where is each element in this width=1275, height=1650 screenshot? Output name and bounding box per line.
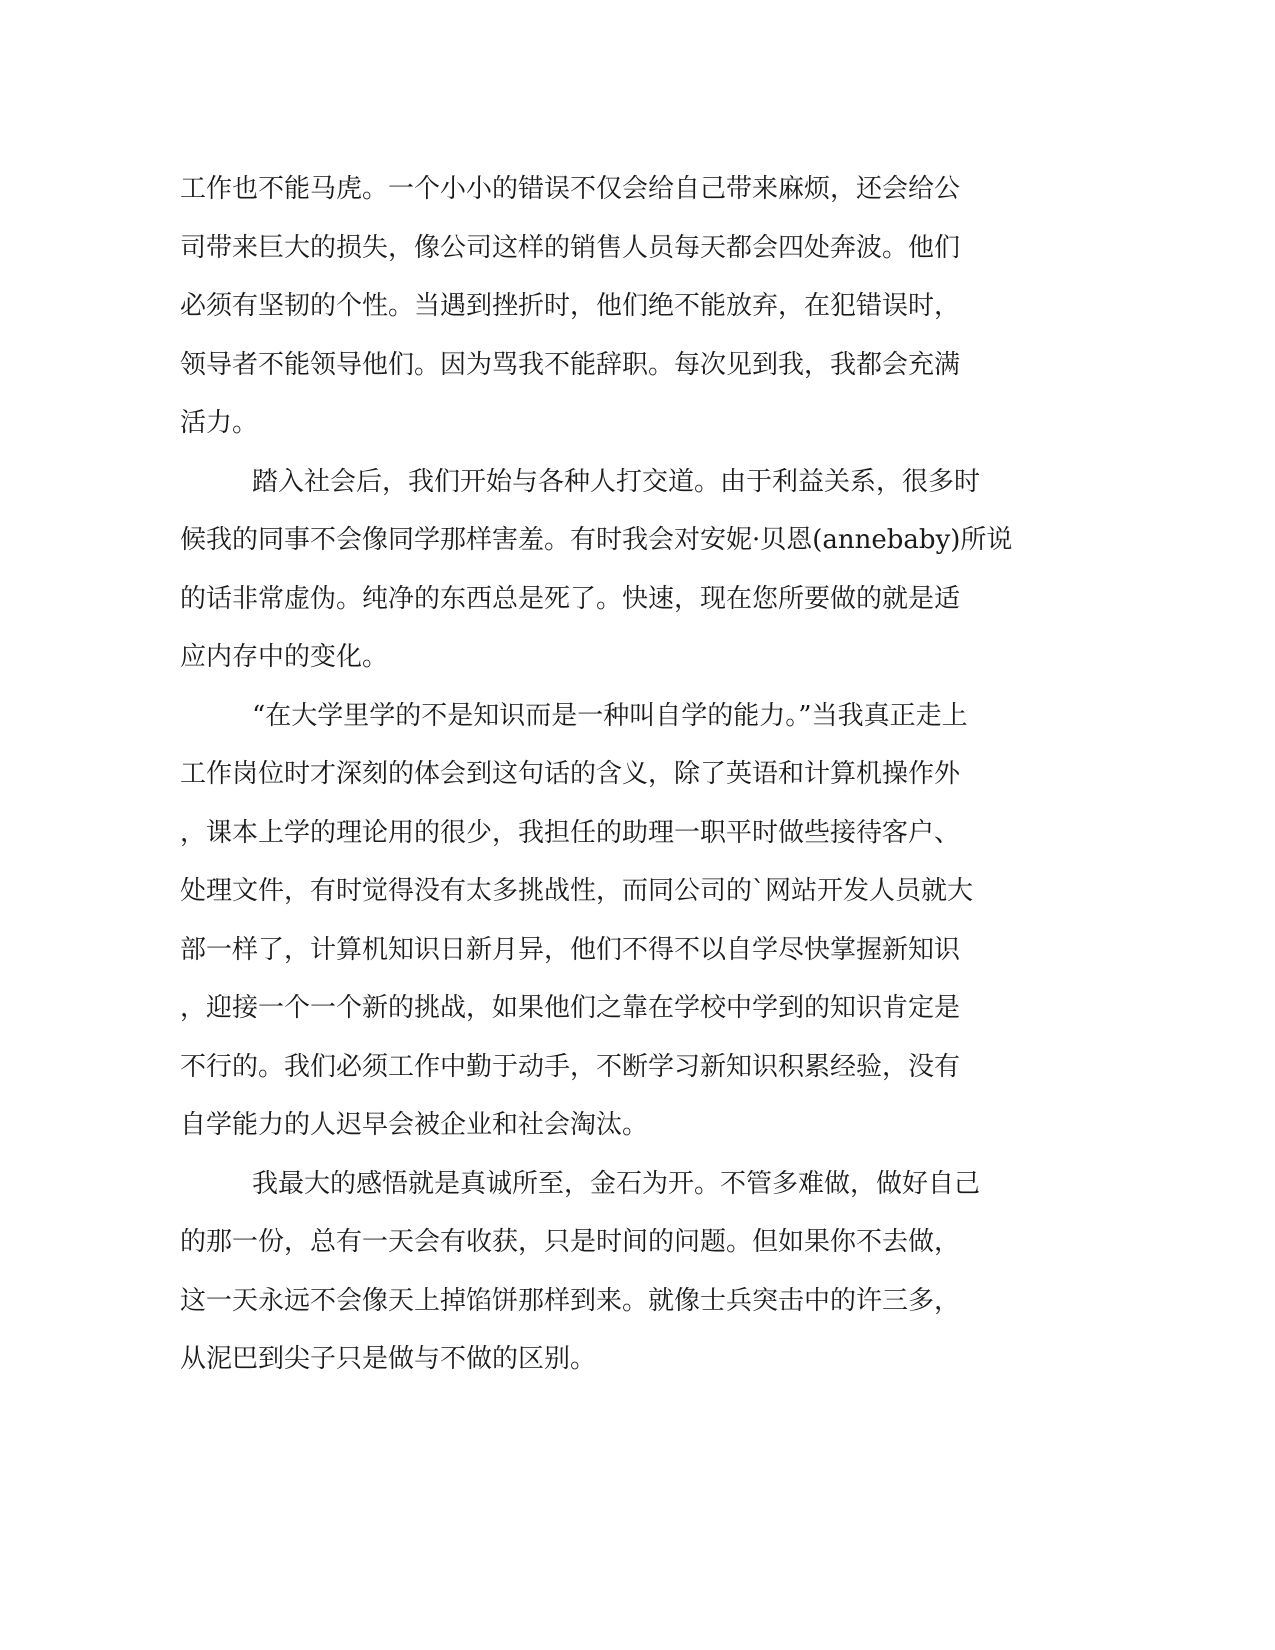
text-line: 从泥巴到尖子只是做与不做的区别。 bbox=[180, 1344, 597, 1374]
text-line: 不行的。我们必须工作中勤于动手，不断学习新知识积累经验，没有 bbox=[180, 1051, 961, 1082]
text-line: 部一样了，计算机知识日新月异，他们不得不以自学尽快掌握新知识 bbox=[180, 934, 961, 965]
text-line: 应内存中的变化。 bbox=[180, 642, 389, 672]
text-line: 工作岗位时才深刻的体会到这句话的含义，除了英语和计算机操作外 bbox=[180, 759, 961, 789]
paragraph-3 bbox=[180, 687, 1060, 1155]
text-line: 必须有坚韧的个性。当遇到挫折时，他们绝不能放弃，在犯错误时， bbox=[180, 291, 961, 321]
text-line: 处理文件，有时觉得没有太多挑战性，而同公司的`网站开发人员就大 bbox=[180, 876, 974, 906]
text-line: 工作也不能马虎。一个小小的错误不仅会给自己带来麻烦，还会给公 bbox=[180, 174, 961, 204]
text-line: 司带来巨大的损失，像公司这样的销售人员每天都会四处奔波。他们 bbox=[180, 232, 961, 263]
text-line: 我最大的感悟就是真诚所至，金石为开。不管多难做，做好自己 bbox=[252, 1168, 981, 1199]
paragraph-4 bbox=[180, 1155, 1060, 1389]
paragraph-1 bbox=[180, 160, 1060, 453]
paragraph-2 bbox=[180, 453, 1060, 687]
text-line: 的那一份，总有一天会有收获，只是时间的问题。但如果你不去做， bbox=[180, 1227, 961, 1257]
text-line: 这一天永远不会像天上掉馅饼那样到来。就像士兵突击中的许三多， bbox=[180, 1285, 961, 1316]
text-line: 的话非常虚伪。纯净的东西总是死了。快速，现在您所要做的就是适 bbox=[180, 583, 961, 614]
text-line: 踏入社会后，我们开始与各种人打交道。由于利益关系，很多时 bbox=[252, 466, 981, 497]
text-line: 活力。 bbox=[180, 408, 259, 438]
text-line: 领导者不能领导他们。因为骂我不能辞职。每次见到我，我都会充满 bbox=[180, 349, 961, 380]
text-line: ，课本上学的理论用的很少，我担任的助理一职平时做些接待客户、 bbox=[180, 817, 961, 848]
text-line: 候我的同事不会像同学那样害羞。有时我会对安妮·贝恩(annebaby)所说 bbox=[180, 525, 1013, 555]
text-line: 自学能力的人迟早会被企业和社会淘汰。 bbox=[180, 1110, 649, 1140]
document-body bbox=[180, 160, 1060, 1389]
text-line: ，迎接一个一个新的挑战，如果他们之靠在学校中学到的知识肯定是 bbox=[180, 993, 961, 1023]
text-line: “在大学里学的不是知识而是一种叫自学的能力。”当我真正走上 bbox=[252, 700, 968, 731]
